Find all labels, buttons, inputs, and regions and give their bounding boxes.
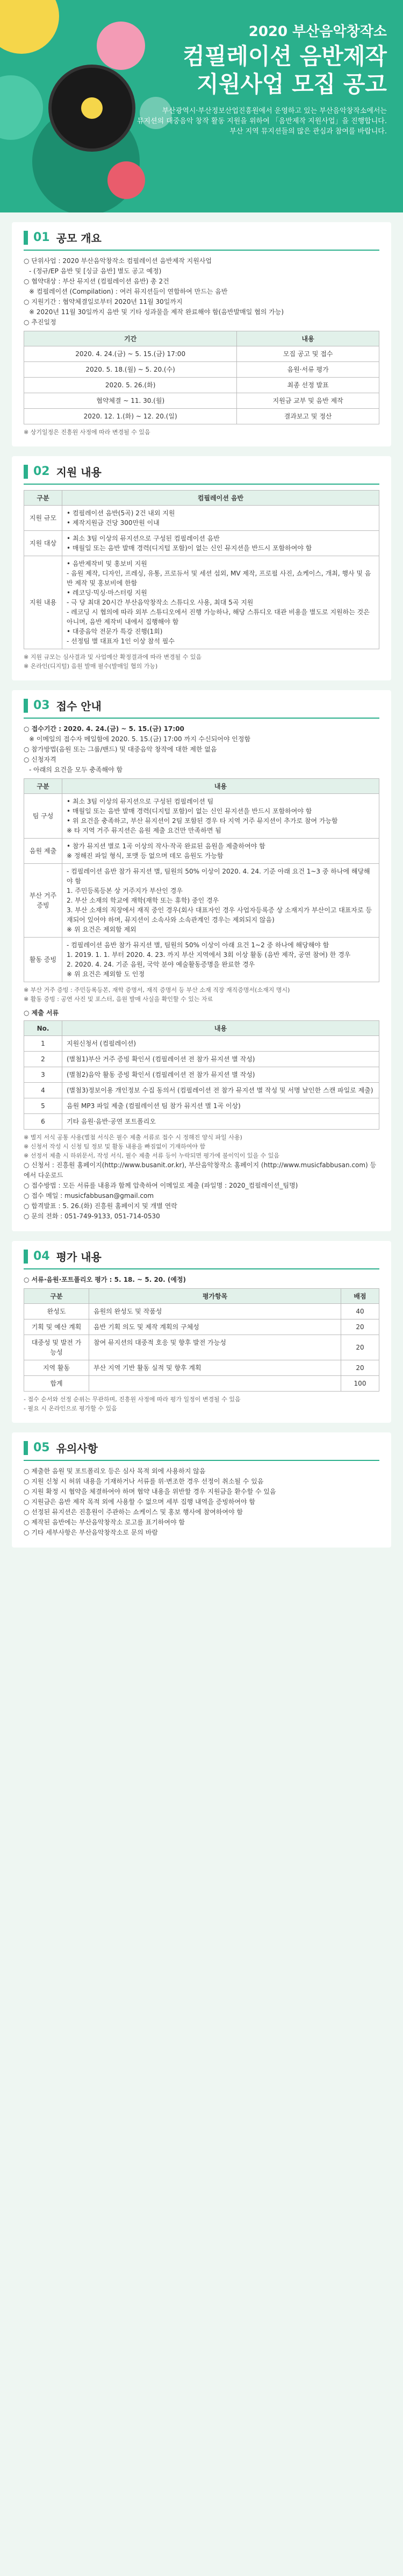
overview-line: ○ 협약대상 : 부산 뮤지션 (컴필레이션 음반) 총 2건 xyxy=(24,278,169,285)
table-cell: 음원 MP3 파일 제출 (컴필레이션 팀 참가 뮤지션 별 1곡 이상) xyxy=(62,1098,379,1114)
overview-line: ※ 컴필레이션 (Compilation) : 여러 뮤지션들이 연합하여 만드는 음반 xyxy=(29,288,228,295)
table-cell: 40 xyxy=(341,1304,379,1319)
notice-item: ○ 제작된 음반에는 부산음악창작소 로고를 표기하여야 함 xyxy=(24,1518,185,1526)
hero-subtitle: 2020 부산음악창작소 xyxy=(248,24,387,40)
table-row xyxy=(24,1335,379,1360)
cell-line: • 대중음악 전문가 특강 진행(1회) xyxy=(67,628,163,635)
cell-line: 1. 2019. 1. 1. 부터 2020. 4. 23. 까지 부산 지역에서 3회 이상 활동 (음반 제작, 공연 참여) 한 경우 xyxy=(67,951,351,959)
table-row xyxy=(24,378,379,393)
table-cell: (별첨1)부산 거주 증빙 확인서 (컴필레이션 전 참가 뮤지션 별 작성) xyxy=(62,1052,379,1067)
table-cell: (별첨3)정보이용 개인정보 수집 동의서 (컴필레이션 전 참가 뮤지션 별 작성 및 서명 날인한 스캔 파일로 제출) xyxy=(62,1083,379,1098)
cell-line: 3. 부산 소재의 직장에서 재직 중인 경우(회사 대표자인 경우 사업자등록증 상 소재지가 부산이고 대표자로 등재되어 있어야 하며, 뮤지션이 소속사와 소속관계인 경우는 제외되지 않음) xyxy=(67,906,372,924)
section-number: 05 xyxy=(33,1441,50,1454)
hero-desc-line: 부산 지역 뮤지션들의 많은 관심과 참여를 바랍니다. xyxy=(229,127,387,136)
section-number: 04 xyxy=(33,1250,50,1263)
cell-line: - 선정팀 별 대표자 1인 이상 참석 필수 xyxy=(67,637,175,645)
documents-table xyxy=(24,1020,379,1130)
section-title: 유의사항 xyxy=(56,1442,98,1455)
evaluation-table xyxy=(24,1288,379,1392)
cell-line: • 참가 뮤지션 별로 1곡 이상의 작사·작곡 완료된 음원을 제출하여야 함 xyxy=(67,842,265,850)
cell-line: - 컴필레이션 음반 참가 뮤지션 별, 팀원의 50% 이상이 아래 요건 1~2 중 하나에 해당해야 함 xyxy=(67,941,329,949)
table-header: 내용 xyxy=(62,1021,379,1036)
table-header: 구분 xyxy=(24,491,62,506)
section-header xyxy=(24,464,379,485)
table-cell: 합계 xyxy=(24,1376,89,1392)
vinyl-record-icon xyxy=(48,65,135,152)
hero-title-line2: 지원사업 모집 공고 xyxy=(197,71,387,97)
cell-line: 1. 주민등록등본 상 거주지가 부산인 경우 xyxy=(67,887,183,895)
row-label: 부산 거주 증빙 xyxy=(24,864,62,938)
table-cell: 참여 뮤지션의 대중적 호응 및 향후 발전 가능성 xyxy=(89,1335,341,1360)
cell-line: - 레코딩 시 협의에 따라 외부 스튜디오에서 진행 가능하나, 해당 스튜디오 대관 비용을 별도로 지원하는 것은 아니며, 음반 제작비 내에서 집행해야 함 xyxy=(67,608,370,626)
cell-line: • 최소 3팀 이상의 뮤지션으로 구성된 컴필레이션 팀 xyxy=(67,798,214,805)
application-note: ○ 접수 메일 : musicfabbusan@gmail.com xyxy=(24,1192,154,1200)
table-cell: 2 xyxy=(24,1052,62,1067)
table-row xyxy=(24,1319,379,1335)
support-note: ※ 온라인(디지털) 음원 발매 필수(발매일 협의 가능) xyxy=(24,663,158,670)
table-cell: 1 xyxy=(24,1036,62,1052)
row-content xyxy=(62,506,379,531)
application-line: - 아래의 요건을 모두 충족해야 함 xyxy=(29,766,123,773)
application-line: ○ 접수기간 : 2020. 4. 24.(금) ~ 5. 15.(금) 17:00 xyxy=(24,725,184,733)
section-header xyxy=(24,230,379,251)
row-content xyxy=(62,938,379,982)
notice-item: ○ 지원 신청 시 허위 내용을 기재하거나 서류를 위·변조한 경우 선정이 취소될 수 있음 xyxy=(24,1478,264,1485)
section-title: 접수 안내 xyxy=(56,700,102,713)
table-cell: 2020. 4. 24.(금) ~ 5. 15.(금) 17:00 xyxy=(24,346,237,362)
table-cell: 지원금 교부 및 음반 제작 xyxy=(237,393,379,409)
table-cell: 4 xyxy=(24,1083,62,1098)
cell-line: 2. 2020. 4. 24. 기준 음원, 국악 분야 예술활동증명을 완료한 경우 xyxy=(67,961,255,968)
table-row xyxy=(24,794,379,839)
table-row xyxy=(24,1036,379,1052)
cell-line: • 최소 3팀 이상의 뮤지션으로 구성된 컴필레이션 음반 xyxy=(67,535,220,542)
section-header xyxy=(24,698,379,719)
table-row xyxy=(24,1114,379,1130)
overview-line: ※ 2020년 11월 30일까지 음반 및 기타 성과물을 제작 완료해야 함(음반발매일 협의 가능) xyxy=(29,308,284,316)
application-lines xyxy=(24,724,379,775)
row-content xyxy=(62,864,379,938)
row-label: 지원 규모 xyxy=(24,506,62,531)
table-cell: 5 xyxy=(24,1098,62,1114)
row-label: 팀 구성 xyxy=(24,794,62,839)
table-row xyxy=(24,1067,379,1083)
cell-line: - 음원 제작, 디자인, 프레싱, 유통, 프로듀서 및 세션 섭외, MV 제작, 프로필 사진, 쇼케이스, 개최, 행사 및 음반 제작 및 홍보비에 한함 xyxy=(67,570,371,587)
table-row xyxy=(24,1098,379,1114)
table-row xyxy=(24,531,379,556)
application-line: ○ 신청자격 xyxy=(24,756,56,763)
decor-circle xyxy=(107,161,145,199)
application-note: ○ 신청서 : 진흥원 홈페이지(http://www.busanit.or.kr), 부산음악창작소 홈페이지 (http://www.musicfabbusan.com) 등에서 다운로드 xyxy=(24,1161,377,1179)
notice-items xyxy=(24,1466,379,1538)
table-row xyxy=(24,506,379,531)
table-cell: 부산 지역 기반 활동 실적 및 향후 계획 xyxy=(89,1360,341,1376)
cell-line: • 매월일 또는 음반 발매 경력(디지털 포함)이 없는 신인 뮤지션을 반드시 포함하여야 함 xyxy=(67,544,312,552)
cell-line: 2. 부산 소재의 학교에 재학(재학 또는 휴학) 중인 경우 xyxy=(67,897,219,904)
table-row xyxy=(24,556,379,649)
application-note: ○ 접수방법 : 모든 서류를 내용과 함께 압축하여 이메일로 제출 (파일명 : 2020_컴필레이션_팀명) xyxy=(24,1182,298,1189)
table-row xyxy=(24,346,379,362)
evaluation-schedule: ○ 서류·음원·포트폴리오 평가 : 5. 18. ~ 5. 20. (예정) xyxy=(24,1276,186,1283)
table-cell: 기타 음원·음반·공연 포트폴리오 xyxy=(62,1114,379,1130)
row-content xyxy=(62,531,379,556)
cell-line: • 컴필레이션 음반(5곡) 2건 내외 지원 xyxy=(67,509,175,517)
schedule-table xyxy=(24,331,379,424)
section-bar xyxy=(24,465,28,479)
table-cell: 최종 선정 발표 xyxy=(237,378,379,393)
table-row xyxy=(24,938,379,982)
cell-line: ※ 위 요건은 제외함 제외 xyxy=(67,926,136,933)
section-notice xyxy=(12,1432,391,1548)
notice-item: ○ 지원금은 음반 제작 목적 외에 사용할 수 없으며 세부 집행 내역을 증빙하여야 함 xyxy=(24,1498,256,1506)
table-row xyxy=(24,393,379,409)
notice-item: ○ 기타 세부사항은 부산음악창작소로 문의 바람 xyxy=(24,1529,158,1536)
hero-banner xyxy=(0,0,403,212)
section-bar xyxy=(24,1441,28,1455)
section-header xyxy=(24,1440,379,1461)
application-line: ○ 참가방법(음원 또는 그룹/밴드) 및 대중음악 창작에 대한 제한 없음 xyxy=(24,746,217,753)
documents-title: ○ 제출 서류 xyxy=(24,1009,59,1017)
table-cell: 20 xyxy=(341,1319,379,1335)
table-cell: 음원·서류 평가 xyxy=(237,362,379,378)
table-row xyxy=(24,1376,379,1392)
table-cell: (별첨2)음악 활동 증빙 확인서 (컴필레이션 전 참가 뮤지션 별 작성) xyxy=(62,1067,379,1083)
row-label: 활동 증빙 xyxy=(24,938,62,982)
row-label: 지원 내용 xyxy=(24,556,62,649)
table-cell: 모집 공고 및 접수 xyxy=(237,346,379,362)
table-cell: 2020. 12. 1.(화) ~ 12. 20.(일) xyxy=(24,409,237,424)
row-label: 음원 제출 xyxy=(24,839,62,864)
row-content xyxy=(62,556,379,649)
hero-desc-line: 부산광역시·부산정보산업진흥원에서 운영하고 있는 부산음악창작소에서는 xyxy=(162,107,387,115)
application-note: ※ 별지 서식 공통 사용(별첨 서식은 필수 제출 서류로 접수 시 정해진 양식 파일 사용) xyxy=(24,1134,242,1141)
support-table xyxy=(24,490,379,649)
notice-item: ○ 제출한 음원 및 포트폴리오 등은 심사 목적 외에 사용하지 않음 xyxy=(24,1467,206,1475)
overview-line: ○ 지원기간 : 협약체결일로부터 2020년 11월 30일까지 xyxy=(24,298,183,306)
row-content xyxy=(62,794,379,839)
eligibility-table xyxy=(24,778,379,982)
overview-line: ○ 단위사업 : 2020 부산음악창작소 컴필레이션 음반제작 지원사업 xyxy=(24,257,212,265)
cell-line: • 제작지원금 건당 300만원 이내 xyxy=(67,519,160,527)
table-row xyxy=(24,362,379,378)
evaluation-note: - 접수 순서와 선정 순위는 무관하며, 진흥원 사정에 따라 평가 일정이 변경될 수 있음 xyxy=(24,1396,241,1403)
table-cell: 지원신청서 (컴필레이션) xyxy=(62,1036,379,1052)
cell-line: • 음반제작비 및 홍보비 지원 xyxy=(67,560,147,567)
table-cell: 대중성 및 발전 가능성 xyxy=(24,1335,89,1360)
table-cell: 100 xyxy=(341,1376,379,1392)
table-cell: 2020. 5. 26.(화) xyxy=(24,378,237,393)
application-note: ○ 합격발표 : 5. 26.(화) 진흥원 홈페이지 및 개별 연락 xyxy=(24,1202,177,1210)
table-cell: 지역 활동 xyxy=(24,1360,89,1376)
table-cell: 20 xyxy=(341,1335,379,1360)
section-evaluation xyxy=(12,1241,391,1423)
table-row xyxy=(24,1083,379,1098)
overview-line: - (정규/EP 음반 및 [싱글 음반] 별도 공고 예정) xyxy=(29,267,162,275)
cell-line: ※ 위 요건은 제외함 도 인정 xyxy=(67,970,145,978)
table-cell: 20 xyxy=(341,1360,379,1376)
section-number: 02 xyxy=(33,465,50,478)
table-cell xyxy=(89,1376,341,1392)
hero-desc-line: 뮤지션의 대중음악 창작 활동 지원을 위하여 「음반제작 지원사업」을 진행합니다. xyxy=(136,117,387,125)
application-note: ※ 신청서 작성 시 신청 팀 정보 및 활동 내용을 빠짐없이 기재하여야 함 xyxy=(24,1143,206,1150)
table-cell: 2020. 5. 18.(월) ~ 5. 20.(수) xyxy=(24,362,237,378)
section-number: 03 xyxy=(33,699,50,712)
support-note: ※ 지원 규모는 심사결과 및 사업예산 확정결과에 따라 변경될 수 있음 xyxy=(24,654,202,661)
table-cell: 기획 및 예산 계획 xyxy=(24,1319,89,1335)
decor-circle xyxy=(0,75,43,140)
table-cell: 결과보고 및 정산 xyxy=(237,409,379,424)
overview-lines xyxy=(24,256,379,328)
evaluation-note: - 필요 시 온라인으로 평가할 수 있음 xyxy=(24,1405,117,1412)
table-row xyxy=(24,1304,379,1319)
cell-line: • 위 요건을 충족하고, 부산 뮤지션이 2팀 포함된 경우 타 지역 거주 뮤지션이 추가로 참여 가능함 xyxy=(67,817,338,825)
section-overview xyxy=(12,222,391,446)
hero-text xyxy=(137,20,387,137)
section-title: 지원 내용 xyxy=(56,466,102,479)
application-note: ○ 문의 전화 : 051-749-9133, 051-714-0530 xyxy=(24,1212,160,1220)
cell-line: • 레코딩·믹싱·마스터링 지원 xyxy=(67,589,147,597)
table-header: No. xyxy=(24,1021,62,1036)
hero-title-line1: 컴필레이션 음반제작 xyxy=(183,43,387,69)
section-bar xyxy=(24,1250,28,1264)
hero-description xyxy=(137,106,387,137)
table-row xyxy=(24,864,379,938)
table-cell: 음원의 완성도 및 작품성 xyxy=(89,1304,341,1319)
application-notes xyxy=(24,1133,379,1222)
table-header: 배점 xyxy=(341,1289,379,1304)
section-title: 공모 개요 xyxy=(56,232,102,245)
section-number: 01 xyxy=(33,231,50,244)
section-header xyxy=(24,1248,379,1269)
table-cell: 3 xyxy=(24,1067,62,1083)
cell-line: ※ 정해진 파일 형식, 포맷 등 없으며 데모 음원도 가능함 xyxy=(67,852,224,860)
eligibility-notes xyxy=(24,985,379,1004)
eligibility-note: ※ 부산 거주 증빙 : 주민등록등본, 재학 증명서, 재직 증명서 등 부산 소재 직장 재직증명서(소재지 명시) xyxy=(24,987,290,994)
cell-line: ※ 타 지역 거주 뮤지션은 음원 제출 요건만 만족하면 됨 xyxy=(67,827,221,834)
table-header: 컴필레이션 음반 xyxy=(62,491,379,506)
row-content xyxy=(62,839,379,864)
evaluation-notes xyxy=(24,1395,379,1413)
section-support xyxy=(12,456,391,680)
section-bar xyxy=(24,699,28,713)
table-cell: 협약체결 ~ 11. 30.(월) xyxy=(24,393,237,409)
cell-line: • 매월일 또는 음반 발매 경력(디지털 포함)이 없는 신인 뮤지션을 반드시 포함하여야 함 xyxy=(67,807,312,815)
table-header: 내용 xyxy=(237,331,379,346)
section-bar xyxy=(24,231,28,245)
overview-line: ○ 추진일정 xyxy=(24,318,56,326)
section-application xyxy=(12,690,391,1231)
table-row xyxy=(24,1052,379,1067)
row-label: 지원 대상 xyxy=(24,531,62,556)
table-header: 평가항목 xyxy=(89,1289,341,1304)
application-note: ※ 선정서 제출 시 하위문서, 작성 서식, 필수 제출 서류 등이 누락되면 평가에 불이익이 있을 수 있음 xyxy=(24,1152,279,1159)
notice-item: ○ 선정된 뮤지션은 진흥원이 주관하는 쇼케이스 및 홍보 행사에 참여하여야 함 xyxy=(24,1508,243,1516)
eligibility-note: ※ 활동 증빙 : 공연 사진 및 포스터, 음원 발매 사실을 확인할 수 있는 자료 xyxy=(24,996,213,1003)
application-line: ※ 이메일의 접수자 메일함에 2020. 5. 15.(금) 17:00 까지 수신되어야 인정함 xyxy=(29,735,251,743)
table-row xyxy=(24,409,379,424)
support-notes xyxy=(24,652,379,671)
table-row xyxy=(24,1360,379,1376)
table-cell: 음반 기획 의도 및 제작 계획의 구체성 xyxy=(89,1319,341,1335)
table-cell: 완성도 xyxy=(24,1304,89,1319)
table-header: 구분 xyxy=(24,779,62,794)
table-header: 구분 xyxy=(24,1289,89,1304)
section-title: 평가 내용 xyxy=(56,1251,102,1264)
table-cell: 6 xyxy=(24,1114,62,1130)
table-header: 내용 xyxy=(62,779,379,794)
schedule-note: ※ 상기일정은 진흥원 사정에 따라 변경될 수 있음 xyxy=(24,429,150,436)
decor-circle xyxy=(0,0,59,54)
table-row xyxy=(24,839,379,864)
notice-item: ○ 지원 확정 시 협약을 체결하여야 하며 협약 내용을 위반할 경우 지원금을 환수할 수 있음 xyxy=(24,1488,276,1495)
cell-line: - 컴필레이션 음반 참가 뮤지션 별, 팀원의 50% 이상이 2020. 4. 24. 기준 아래 요건 1~3 중 하나에 해당해야 함 xyxy=(67,868,370,885)
cell-line: - 극 당 최대 20시간 부산음악창작소 스튜디오 사용, 최대 5곡 지원 xyxy=(67,599,254,606)
table-header: 기간 xyxy=(24,331,237,346)
